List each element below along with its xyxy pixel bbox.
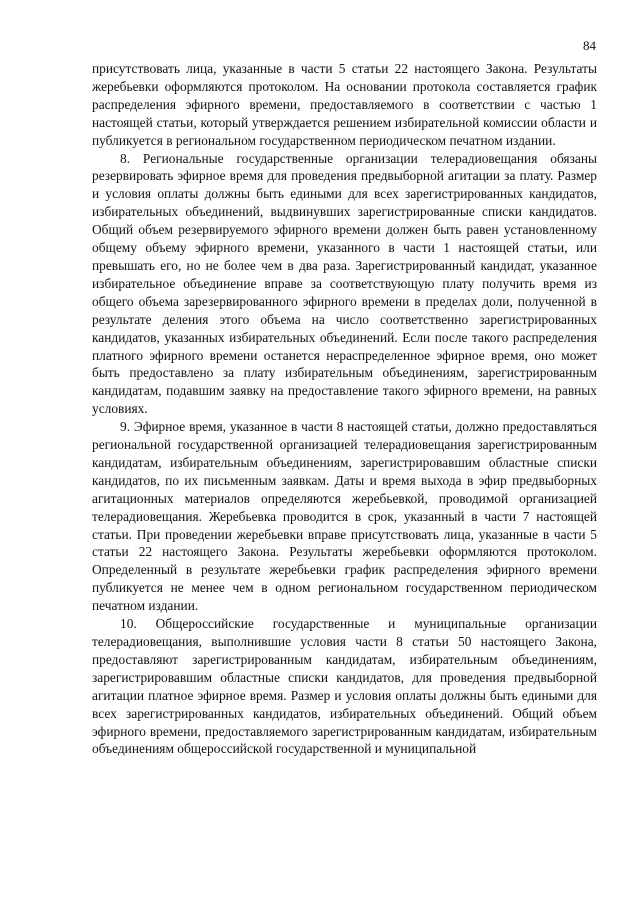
page-number: 84	[583, 38, 596, 53]
paragraph-item-8: 8. Региональные государственные организации телерадиовещания обязаны резервировать эфирное время для проведения предвыборной агитации за плату. Размер и условия оплаты должны быть едиными для всех зарегистрированных кандидатов, избирательных объединений, выдвинувших зарегистрированные списки кандидатов. Общий объем резервируемого эфирного времени должен быть равен установленному общему объему эфирного времени, указанного в части 1 настоящей статьи, или превышать его, но не более чем в два раза. Зарегистрированный кандидат, указанное избирательное объединение вправе за соответствующую плату получить время из общего объема зарезервированного эфирного времени в пределах доли, полученной в результате деления этого объема на число соответственно зарегистрированных кандидатов, указанных избирательных объединений. Если после такого распределения платного эфирного времени останется нераспределенное эфирное время, оно может быть предоставлено за плату избирательным объединениям, зарегистрированным кандидатам, подавшим заявку на предоставление такого эфирного времени, на равных условиях.	[92, 150, 597, 417]
paragraph-continuation: присутствовать лица, указанные в части 5 статьи 22 настоящего Закона. Результаты жеребьевки оформляются протоколом. На основании протокола составляется график распределения эфирного времени, предоставляемого в соответствии с частью 1 настоящей статьи, который утверждается решением избирательной комиссии области и публикуется в региональном государственном периодическом печатном издании.	[92, 61, 597, 148]
paragraph-item-10: 10. Общероссийские государственные и муниципальные организации телерадиовещания, выполнившие условия части 8 статьи 50 настоящего Закона, предоставляют зарегистрированным кандидатам, избирательным объединениям, зарегистрировавшим областные списки кандидатов, для проведения предвыборной агитации платное эфирное время. Размер и условия оплаты должны быть едиными для всех зарегистрированных кандидатов, избирательных объединений. Общий объем эфирного времени, предоставляемого зарегистрированным кандидатам, избирательным объединениям общероссийской государственной и муниципальной	[92, 616, 597, 757]
paragraph-item-9: 9. Эфирное время, указанное в части 8 настоящей статьи, должно предоставляться региональной государственной организацией телерадиовещания зарегистрированным кандидатам, избирательным объединениям, зарегистрировавшим областные списки кандидатов, по их письменным заявкам. Даты и время выхода в эфир предвыборных агитационных материалов определяются жеребьевкой, проводимой организацией телерадиовещания. Жеребьевка проводится в срок, указанный в части 7 настоящей статьи. При проведении жеребьевки вправе присутствовать лица, указанные в части 5 статьи 22 настоящего Закона. Результаты жеребьевки оформляются протоколом. Определенный в результате жеребьевки график распределения эфирного времени публикуется не менее чем в одном региональном государственном периодическом печатном издании.	[92, 419, 597, 614]
document-body	[92, 60, 597, 758]
